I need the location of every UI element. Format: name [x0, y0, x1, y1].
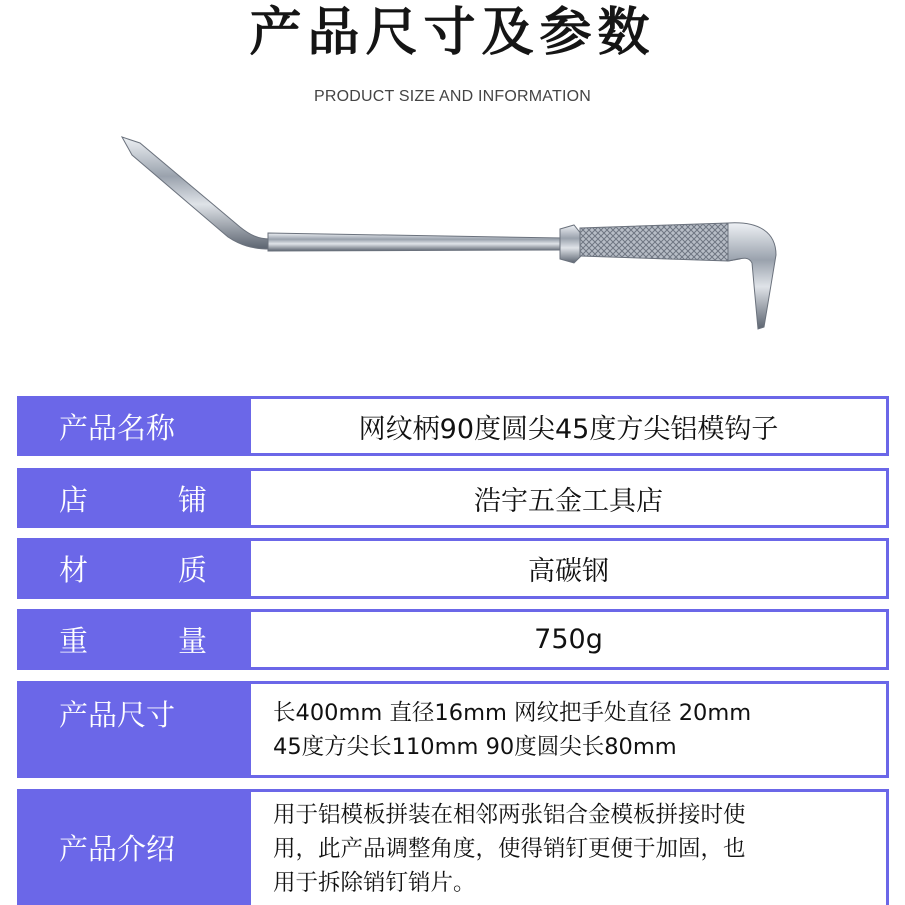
spec-label-weight: [17, 609, 249, 670]
spec-value-size-line-2: 45度方尖长110mm 90度圆尖长80mm: [273, 733, 677, 760]
spec-value-intro-line-3: 用于拆除销钉销片。: [273, 869, 476, 896]
spec-label-intro: 产品介绍: [59, 831, 176, 866]
spec-value-product-name: 网纹柄90度圆尖45度方尖铝模钩子: [251, 399, 886, 453]
spec-label-material-char-2: 质: [177, 553, 207, 587]
spec-value-size: [251, 684, 886, 775]
spec-label-shop-char-1: 店: [59, 482, 89, 517]
spec-row-weight: [17, 609, 889, 670]
page-title: 产品尺寸及参数: [249, 3, 656, 63]
spec-label-shop-char-2: 铺: [177, 482, 207, 517]
spec-value-size-line-1: 长400mm 直径16mm 网纹把手处直径 20mm: [273, 699, 752, 726]
spec-label-size: 产品尺寸: [59, 698, 176, 732]
spec-row-intro: [17, 789, 889, 905]
spec-row-shop: [17, 468, 889, 528]
spec-value-material: 高碳钢: [251, 541, 886, 596]
spec-label-weight-char-1: 重: [59, 624, 89, 658]
spec-label-product-name: 产品名称: [59, 410, 176, 445]
spec-row-material: [17, 538, 889, 599]
spec-value-shop: 浩宇五金工具店: [251, 471, 886, 525]
spec-value-intro-line-2: 用，此产品调整角度，使得销钉更便于加固，也: [273, 835, 746, 862]
spec-label-material-char-1: 材: [59, 553, 89, 587]
spec-value-intro-line-1: 用于铝模板拼装在相邻两张铝合金模板拼接时使: [273, 801, 746, 828]
page-subtitle: PRODUCT SIZE AND INFORMATION: [313, 88, 592, 105]
hook-tool-icon: [100, 125, 800, 340]
spec-row-size: [17, 681, 889, 778]
spec-value-intro: [251, 792, 886, 905]
spec-row-product-name: [17, 396, 889, 456]
spec-label-shop: [17, 468, 249, 528]
spec-label-weight-char-2: 量: [177, 624, 207, 658]
spec-label-material: [17, 538, 249, 599]
spec-value-weight: 750g: [251, 612, 886, 667]
